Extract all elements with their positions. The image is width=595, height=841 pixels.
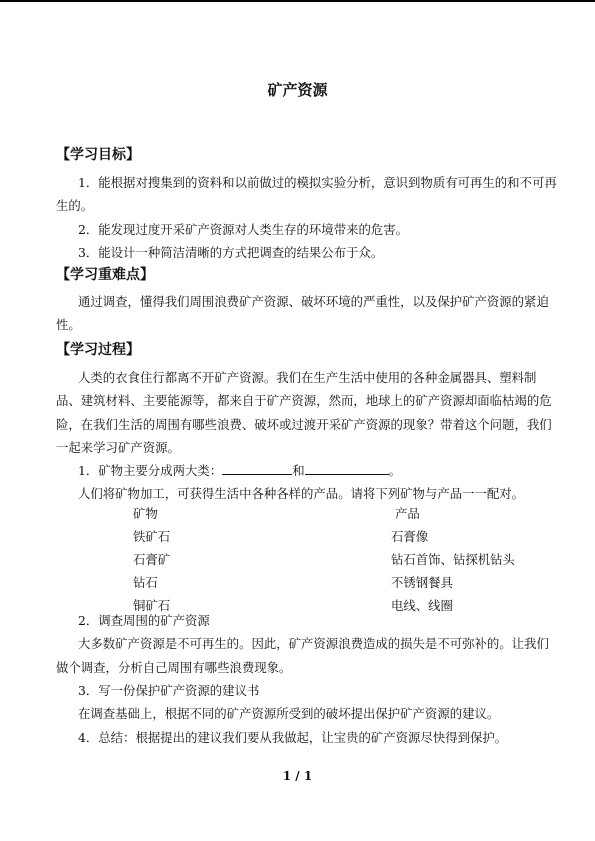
q3-text: 在调查基础上，根据不同的矿产资源所受到的破坏提出保护矿产资源的建议。 <box>78 706 500 722</box>
process-intro <box>56 366 552 459</box>
q1-end: 。 <box>388 463 401 478</box>
goal-item: 生的。 <box>56 198 94 214</box>
q3-title: 3．写一份保护矿产资源的建议书 <box>78 683 260 698</box>
page-title: 矿产资源 <box>267 81 328 99</box>
intro-line: 一起来学习矿产资源。 <box>56 439 180 455</box>
product-item: 石膏像 <box>391 529 429 544</box>
q4-summary: 4．总结：根据提出的建议我们要从我做起，让宝贵的矿产资源尽快得到保护。 <box>78 729 508 745</box>
key-line: 通过调查，懂得我们周围浪费矿产资源、破坏环境的严重性，以及保护矿产资源的紧迫 <box>78 294 549 309</box>
intro-line: 险，在我们生活的周围有哪些浪费、破坏或过渡开采矿产资源的现象？带着这个问题，我们 <box>56 416 552 432</box>
question-1 <box>56 459 542 506</box>
goal-item: 2．能发现过度开采矿产资源对人类生存的环境带来的危害。 <box>78 221 409 237</box>
key-points-text <box>56 290 549 337</box>
mineral-item: 铁矿石 <box>133 529 171 544</box>
mineral-item: 石膏矿 <box>133 552 171 567</box>
intro-line: 人类的衣食住行都离不开矿产资源。我们在生产生活中使用的各种金属器具、塑料制 <box>78 370 537 385</box>
goals-list <box>56 171 557 264</box>
q2-title: 2．调查周围的矿产资源 <box>78 613 210 628</box>
question-2 <box>56 609 549 679</box>
match-header-right: 产品 <box>395 506 420 521</box>
top-border <box>0 0 595 2</box>
q1-and: 和 <box>292 463 305 478</box>
answer-blank-2[interactable] <box>305 462 389 475</box>
product-item: 钻石首饰、钻探机钻头 <box>391 552 515 567</box>
heading-goals: 【学习目标】 <box>56 147 140 163</box>
goal-item: 3．能设计一种简洁清晰的方式把调查的结果公布于众。 <box>78 244 384 260</box>
q1-prefix: 1．矿物主要分成两大类： <box>78 463 223 478</box>
match-header-left: 矿物 <box>133 506 158 521</box>
intro-line: 品、建筑材料、主要能源等，都来自于矿产资源，然而，地球上的矿产资源却面临枯竭的危 <box>56 393 552 409</box>
answer-blank-1[interactable] <box>222 462 292 475</box>
q2-line: 做个调查，分析自己周围有哪些浪费现象。 <box>56 659 292 675</box>
mineral-item: 铜矿石 <box>133 598 171 613</box>
heading-key-points: 【学习重难点】 <box>56 267 154 283</box>
q2-line: 大多数矿产资源是不可再生的。因此，矿产资源浪费造成的损失是不可弥补的。让我们 <box>78 636 549 652</box>
question-3 <box>56 679 542 749</box>
page-number: 1 / 1 <box>282 769 313 783</box>
q1-line <box>56 459 542 482</box>
product-item: 电线、线圈 <box>391 598 453 613</box>
mineral-item: 钻石 <box>133 575 158 590</box>
heading-process: 【学习过程】 <box>56 342 140 358</box>
product-item: 不锈钢餐具 <box>391 575 453 590</box>
key-line: 性。 <box>56 317 81 333</box>
q1-instruction: 人们将矿物加工，可获得生活中各种各样的产品。请将下列矿物与产品一一配对。 <box>78 486 525 502</box>
goal-item: 1．能根据对搜集到的资料和以前做过的模拟实验分析，意识到物质有可再生的和不可再 <box>78 175 557 190</box>
